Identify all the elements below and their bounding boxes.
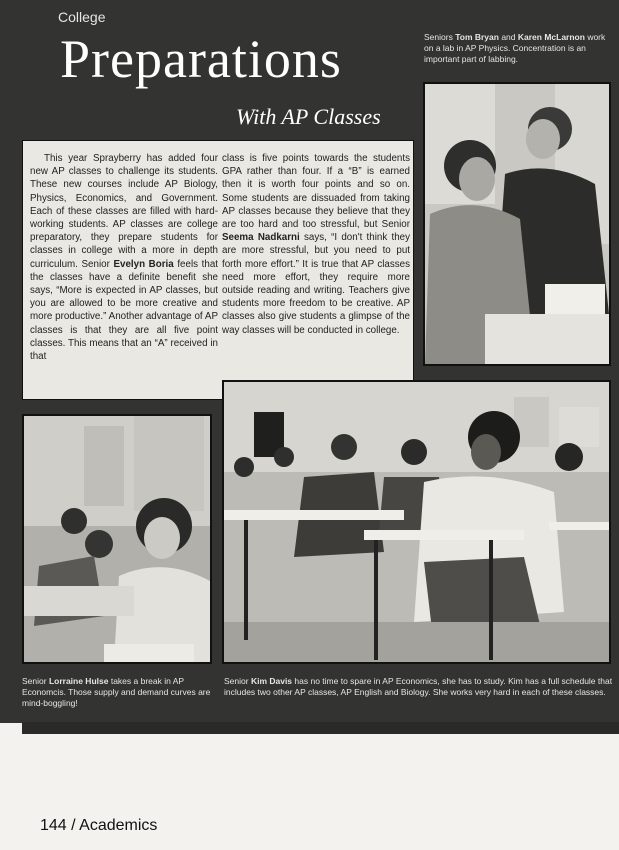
article-column-1: This year Sprayberry has added four new AP classes to challenge its students. These new courses include AP Biology, Physics, Economics, and Government. Each of these classes are filled with hard-working students. AP classes are college preparatory, they prepare students for classes in college with a more in depth curriculum. Senior Evelyn Boria feels that the classes have a definite benefit she says, “More is expected in AP classes, but you are allowed to be more creative and more productive.” Another advantage of AP classes is that they are all five point classes. This means that an “A” received in that [30,153,218,363]
divider-strip [22,722,619,734]
caption-top-right: Seniors Tom Bryan and Karen McLarnon work on a lab in AP Physics. Concentration is an important part of labbing. [424,32,606,64]
caption-name: Kim Davis [250,676,293,686]
section-label: College [58,9,106,25]
article-column-2: class is five points towards the students GPA rather than four. If a “B” is earned then it is worth four points and so on. Some students are dissuaded from taking AP classes because they believe that they are too hard and too stressful, but Senior Seema Nadkarni says, “I don't think they are more stressful, but you need to put forth more effort.” It is true that AP classes need more effort, they require more outside reading and writing. Teachers give students more freedom to be creative. AP classes also give students a glimpse of the way classes will be conducted in college. [222,153,410,336]
photo-economics-break [22,414,212,664]
caption-name: Lorraine Hulse [48,676,109,686]
photo-physics-lab [423,82,611,366]
caption-bottom-right: Senior Kim Davis has no time to spare in AP Economics, she has to study. Kim has a full schedule that includes two other AP classes, AP English and Biology. She works very hard in each of these classes. [224,676,613,697]
caption-name: Karen McLarnon [517,32,585,42]
page-number: 144 / Academics [40,817,158,834]
student-name: Seema Nadkarni [222,232,300,244]
page-subtitle: With AP Classes [236,104,381,129]
student-name: Evelyn Boria [113,258,174,270]
page-title: Preparations [60,29,342,89]
caption-name: Tom Bryan [455,32,499,42]
caption-bottom-left: Senior Lorraine Hulse takes a break in AP Economcis. Those supply and demand curves are mind-boggling! [22,676,211,708]
photo-economics-classroom [222,380,611,664]
